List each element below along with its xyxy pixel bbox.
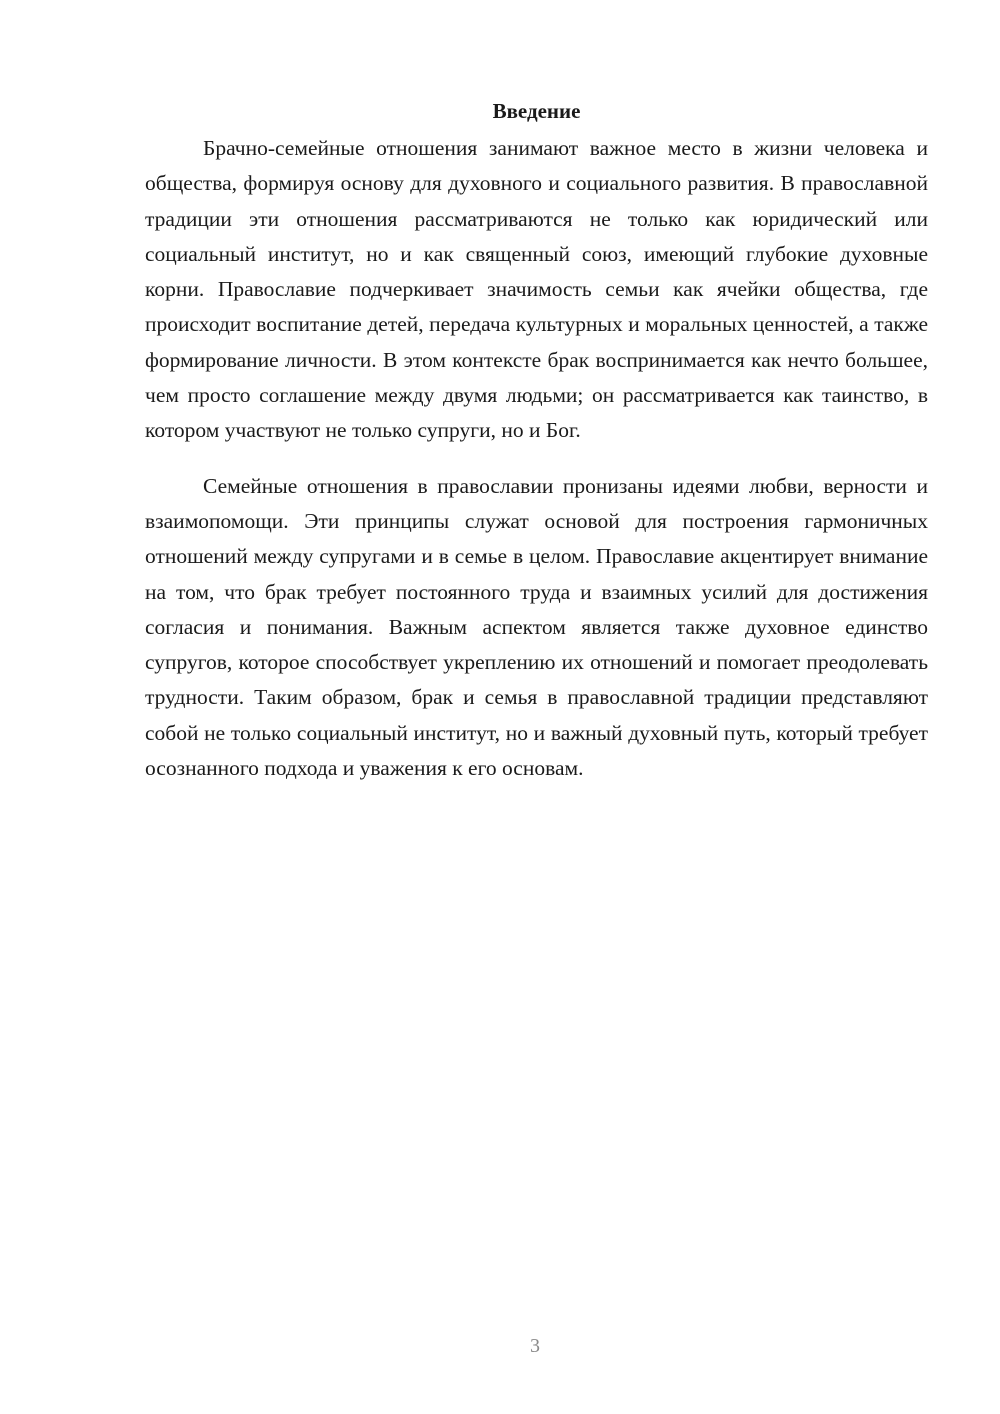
paragraph-2: Семейные отношения в православии пронизаны идеями любви, верности и взаимопомощи. Эти принципы служат основой для построения гармоничных отношений между супругами и в семье в целом. Православие акцентирует внимание на том, что брак требует постоянного труда и взаимных усилий для достижения согласия и понимания. Важным аспектом является также духовное единство супругов, которое способствует укреплению их отношений и помогает преодолевать трудности. Таким образом, брак и семья в православной традиции представляют собой не только социальный институт, но и важный духовный путь, который требует осознанного подхода и уважения к его основам. (145, 473, 928, 781)
paragraph-1: Брачно-семейные отношения занимают важное место в жизни человека и общества, формируя основу для духовного и социального развития. В православной традиции эти отношения рассматриваются не только как юридический или социальный институт, но и как священный союз, имеющий глубокие духовные корни. Православие подчеркивает значимость семьи как ячейки общества, где происходит воспитание детей, передача культурных и моральных ценностей, а также формирование личности. В этом контексте брак воспринимается как нечто большее, чем просто соглашение между двумя людьми; он рассматривается как таинство, в котором участвуют не только супруги, но и Бог. (145, 136, 928, 443)
section-title: Введение (492, 99, 581, 123)
page-number: 3 (530, 1335, 540, 1357)
page-content (145, 95, 928, 786)
